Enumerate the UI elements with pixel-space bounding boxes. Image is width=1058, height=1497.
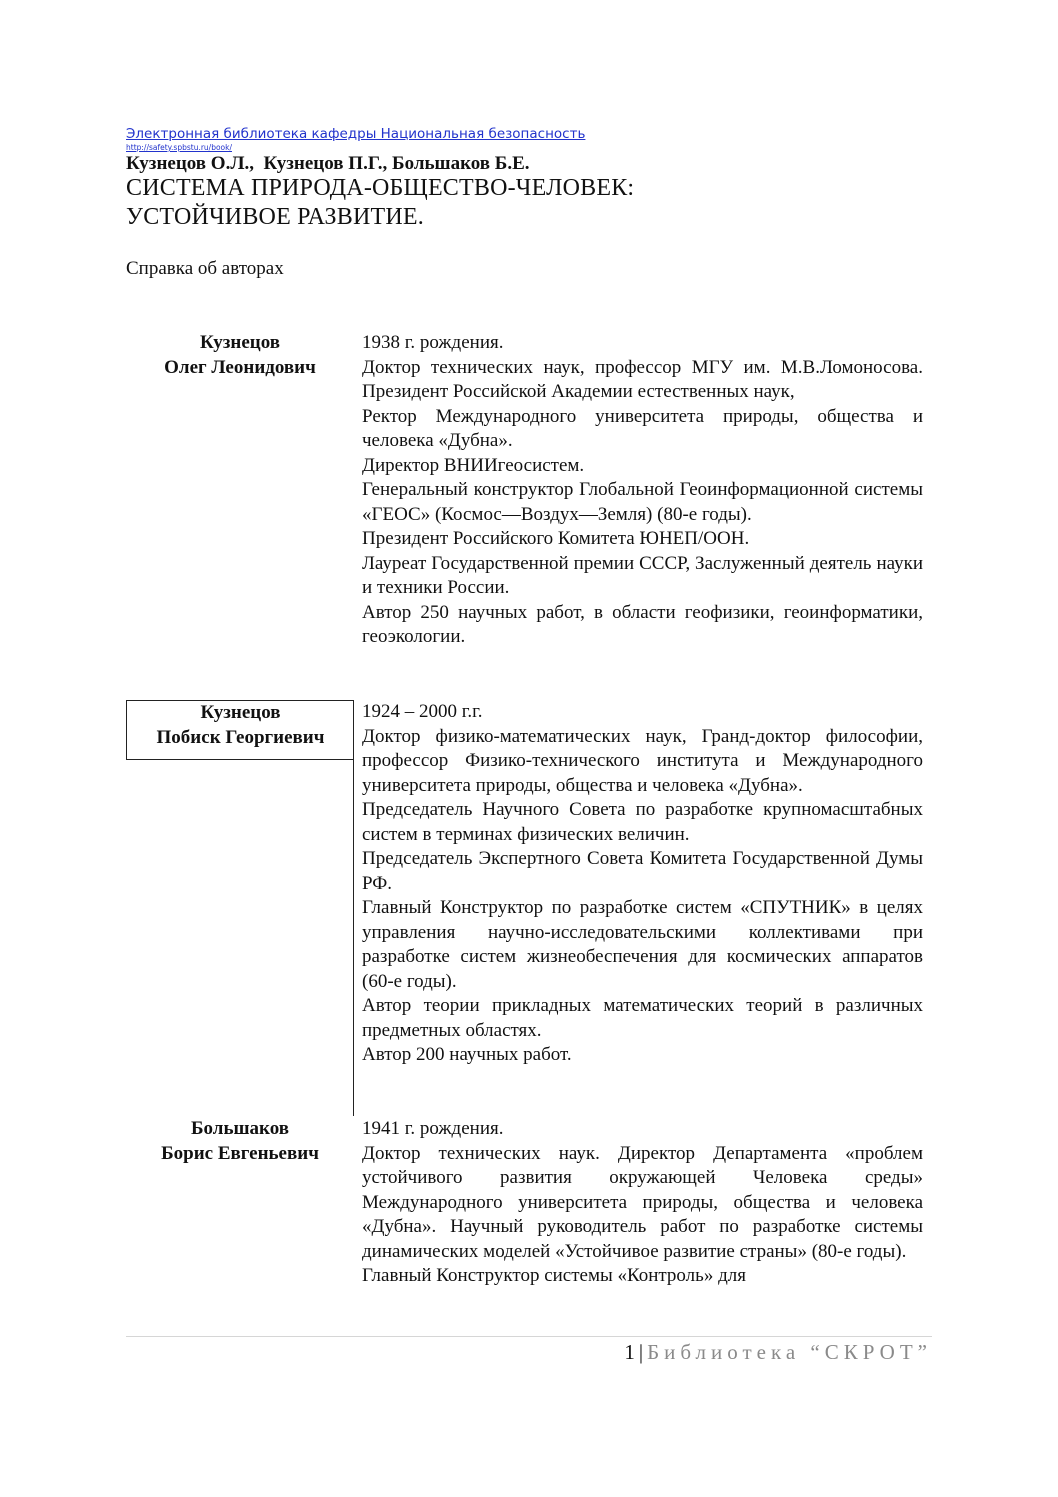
bio-paragraph: Автор 200 научных работ.: [362, 1044, 572, 1065]
bio-paragraph: Автор 250 научных работ, в области геофизики, геоинформатики, геоэкологии.: [362, 601, 923, 647]
author-given-names: Олег Леонидович: [164, 356, 316, 378]
bio-paragraph: Директор ВНИИгеосистем.: [362, 454, 585, 476]
author-given-names: Побиск Георгиевич: [156, 726, 325, 748]
footer-separator: |: [638, 1340, 644, 1364]
footer-library-name: Библиотека “СКРОТ”: [647, 1340, 932, 1364]
author-surname: Кузнецов: [199, 332, 281, 353]
bio-paragraph: Доктор технических наук. Директор Департамента «проблем устойчивого развития окружающей Человека среды» Международного университета природы, общества и человека «Дубна». Научный руководитель работ по разработке системы динамических моделей «Устойчивое развитие страны» (80-е годы).: [362, 1142, 923, 1262]
bio-paragraph: Главный Конструктор по разработке систем «СПУТНИК» в целях управления научно-исследовательскими коллективами при разработке систем жизнеобеспечения для космических аппаратов (60-е годы).: [362, 897, 923, 992]
author-bio: [362, 331, 923, 650]
document-title-line-2: УСТОЙЧИВОЕ РАЗВИТИЕ.: [126, 204, 424, 230]
bio-paragraph: 1941 г. рождения.: [362, 1118, 504, 1139]
bio-paragraph: 1924 – 2000 г.г.: [362, 701, 483, 722]
library-link[interactable]: Электронная библиотека кафедры Национальная безопасность: [126, 126, 586, 142]
bio-paragraph: Ректор Международного университета природы, общества и человека «Дубна».: [362, 405, 923, 451]
footer-divider: [126, 1336, 932, 1337]
document-title-line-1: СИСТЕМА ПРИРОДА-ОБЩЕСТВО-ЧЕЛОВЕК:: [126, 175, 635, 201]
page-footer: [624, 1340, 932, 1365]
bio-paragraph: Генеральный конструктор Глобальной Геоинформационной системы «ГЕОС» (Космос—Воздух—Земля) (80-е годы).: [362, 479, 923, 525]
bio-paragraph: Автор теории прикладных математических теорий в различных предметных областях.: [362, 995, 923, 1041]
author-surname: Кузнецов: [200, 702, 281, 723]
authors-line: Кузнецов О.Л., Кузнецов П.Г., Большаков Б.Е.: [126, 153, 530, 174]
author-name-block: [126, 1117, 354, 1166]
library-url-link[interactable]: http://safety.spbstu.ru/book/: [126, 143, 233, 152]
author-bio: [362, 1117, 923, 1289]
author-surname: Большаков: [190, 1118, 290, 1139]
author-name-block: [126, 331, 354, 380]
author-given-names: Борис Евгеньевич: [161, 1142, 319, 1164]
page-number: 1: [624, 1340, 635, 1364]
table-divider-line: [353, 700, 354, 1116]
author-bio: [362, 700, 923, 1068]
bio-paragraph: Председатель Научного Совета по разработке крупномасштабных систем в терминах физических величин.: [362, 799, 923, 845]
author-name-block-boxed: [126, 700, 354, 760]
bio-paragraph: Доктор физико-математических наук, Гранд-доктор философии, профессор Физико-технического института и Международного университета природы, общества и человека «Дубна».: [362, 725, 923, 796]
bio-paragraph: Президент Российского Комитета ЮНЕП/ООН.: [362, 528, 750, 549]
bio-paragraph: Лауреат Государственной премии СССР, Заслуженный деятель науки и техники России.: [362, 552, 923, 598]
bio-paragraph: Председатель Экспертного Совета Комитета Государственной Думы РФ.: [362, 848, 923, 894]
bio-paragraph: Доктор технических наук, профессор МГУ им. М.В.Ломоносова. Президент Российской Академии естественных наук,: [362, 356, 923, 402]
section-subtitle: Справка об авторах: [126, 258, 284, 279]
bio-paragraph: Главный Конструктор системы «Контроль» для: [362, 1265, 746, 1286]
bio-paragraph: 1938 г. рождения.: [362, 332, 504, 353]
